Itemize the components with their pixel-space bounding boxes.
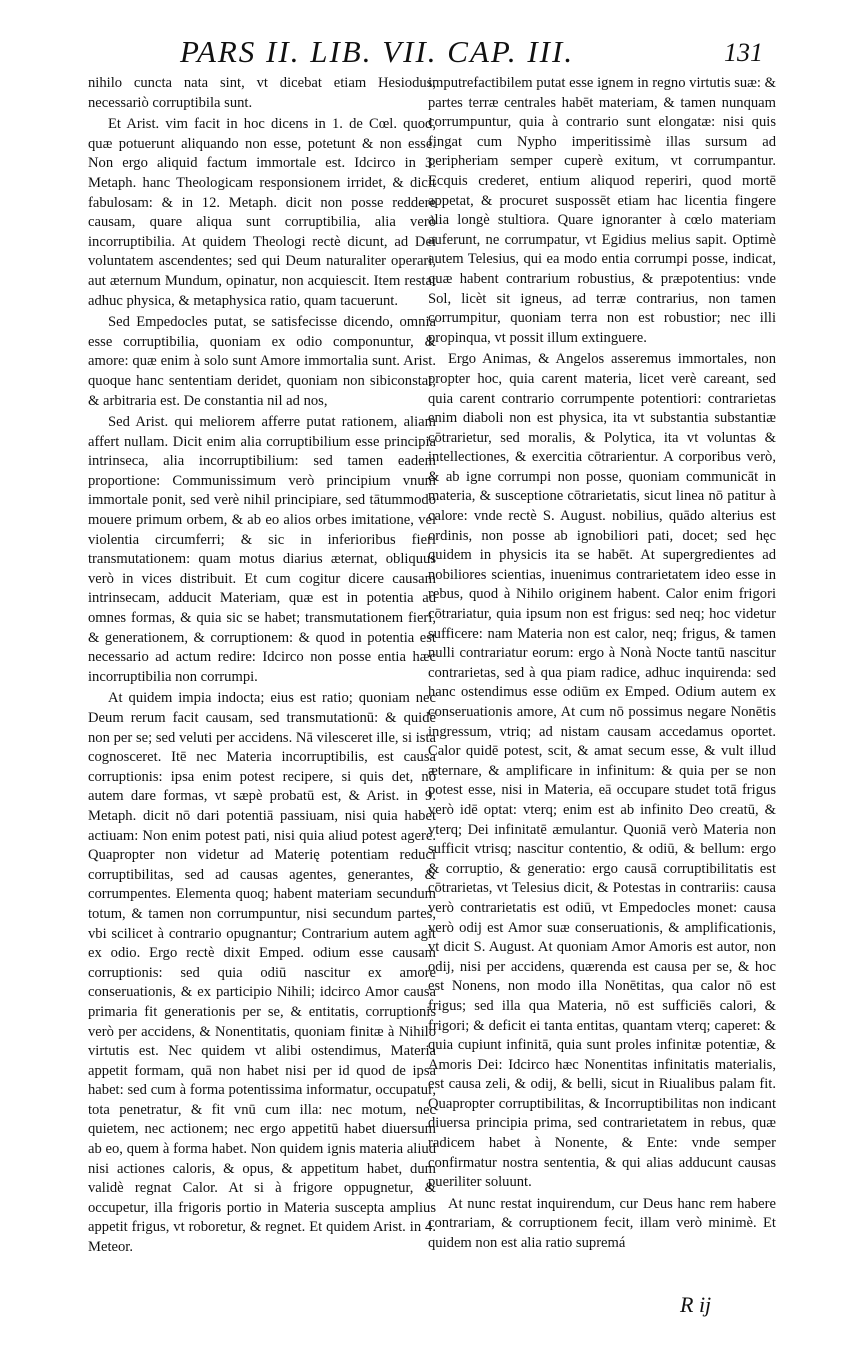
running-title: PARS II. LIB. VII. CAP. III. <box>180 34 575 69</box>
paragraph: imputrefactibilem putat esse ignem in regno virtutis suæ: & partes terræ centrales habēt materiam, & tamen nunquam corrumpuntur, quia à contrario sunt elongatæ: nisi quis fingat cum Nypho imperitissimè illas sursum ad peripheriam semper cuperè exitum, vt corrumpantur. Ecquis crederet, entium aliquod reperiri, quod mortē appetat, & procuret suspossēt etiam hac licentia fingere alia longè stultiora. Quare ignoranter à cœlo materiam auferunt, ne corrumpatur, vt Egidius melius sapit. Optimè autem Telesius, qui ea modo entia corrumpi posse, indicat, quæ habent contrarium robustius, & præpotentius: vnde Sol, licèt sit igneus, ad terræ contrarius, non tamen corrumpitur, quoniam terra non est robustior; nec illi propinqua, vt possit illum extinguere. <box>428 75 776 346</box>
paragraph: Sed Empedocles putat, se satisfecisse dicendo, omnia esse corruptibilia, quoniam ex odio componuntur, & amore: quæ enim à solo sunt Amore immortalia sunt. Arist. quoque hanc sententiam deridet, quoniam non sibiconstat, & arbitraria est. De constantia nil ad nos, <box>88 314 436 409</box>
right-column <box>428 74 776 1254</box>
paragraph: Ergo Animas, & Angelos asseremus immortales, non propter hoc, quia carent materia, licet verè careant, sed quia carent contrario corrumpente potentiori: contrarietas enim diaboli non est physica, ita vt substantia substantiæ cōtrarietur, sed moralis, & Polytica, ita vt voluntas & intellectiones, & exercitia cōtrarientur. A corporibus verò, & ab igne corrumpi non posse, quoniam communicāt in materia, & susceptione cōtrarietatis, sicut linea nō patitur à calore: vnde rectè S. August. nobilius, quādo alterius est ordinis, non posse ab ignobiliori pati, docet; sed hęc quidem in physicis ita se habēt. At supergredientes ad nobiliores scientias, inuenimus contrarietatem ideo esse in rebus, quod à Nihilo originem habent. Calor enim frigori cōtrariatur, quia ipsum non est frigus: sed neq; hoc videtur sufficere: nam Materia non est calor, neq; frigus, & tamen nulli contrariatur eorum: ergo à Nonà Nocte tantū nascitur contrarietas, sed à qua piam radice, adhuc inquirenda: sed hanc ostendimus esse odiūm ex Emped. Odium autem ex conseruationis amore, At cum nō possimus negare Nonētis ingressum, vtriq; ad nistam causam accedamus oportet. Calor quidē potest, scit, & amat secum esse, & vult illud æternare, & amplificare in infinitum: & quia per se non potest esse, nisi in Materia, eā occupare studet totā frigus verò idē optat: vterq; enim est ab infinito Deo creatū, & vterq; Dei infinitatē æmulantur. Quoniā verò Materia non sufficit vtrisq; nascitur contentio, & odiū, & bellum: ergo & corruptio, & generatio: ergo causā corruptibilitatis est cōtrarietas, vt Telesius dicit, & Potestas in contrariis: causa verò contrarietatis est odiū, vt Empedocles monet: causa verò odij est Amor suæ conseruationis, & amplificationis, vt dicit S. August. At quoniam Amor Amoris est autor, non odij, nisi per accidens, quærenda est causa per se, & hoc est Nonens, non modo illa Nonētitas, qua calor nō est frigus; sed illa qua Materia, nō est sufficiēs calori, & frigori; & deficit ei tanta entitas, quantam vterq; caperet: & quia cupiunt infinitā, quia sunt proles infinitæ potentiæ, & Amoris Dei: Idcirco hæc Nonentitas infinitatis materialis, est causa zeli, & odij, & belli, sicut in Riualibus palam fit. Quapropter corruptibilitas, & Incorruptibilitas non indicant diuersa principia prima, sed contrarietatem in rebus, quæ radicem habet à Nonente, & Ente: vnde semper confirmatur nostra sententia, & qui alias adducunt causas pueriliter soluunt. <box>428 351 776 1191</box>
paragraph: At quidem impia indocta; eius est ratio; quoniam nec Deum rerum facit causam, sed transmutationū: & quidē non per se; sed veluti per accidens. Nā vilesceret ille, si ista cognosceret. Itē nec Materia incorruptibilis, est causa corruptionis: ipsa enim potest recipere, si quis det, nō autem dare formas, vt sæpè probatū est, & Arist. in 9. Metaph. dicit nō dari potentiā passiuam, nisi quia habet actiuam: Non enim potest pati, nisi quia aliud potest agere. Quapropter non videtur ad Materię potentiam reduci corruptibilitas, sed ad causas agentes, generantes, & corrumpentes. Elementa quoq; habent materiam secundum totum, & tamen non corrumpuntur, nisi secundum partes, vbi scilicet à contrario opugnantur; Contrarium autem agit ex odio. Ergo rectè dixit Emped. odium esse causam corruptionis: sed quia odiū nascitur ex amore conseruationis, & ex participio Nihili; idcirco Amor causa primaria fit generationis per se, & entitatis, corruptionis verò per accidens, & Nonentitatis, quoniam finitæ à Nihilo virtutis est. Nec quidem vt alibi ostendimus, Materia appetit formam, quā non habet nisi per id quod de ipsa habet: sed cum à forma potentissima informatur, occupatur, tota penetratur, & fit vnū cum illa: nec motum, nec quietem, nec actionem; nec ergo appetitū habet diuersum ab eo, quem à forma habet. Non quidem ignis materia aliud nisi actiones caloris, & opus, & appetitum habet, dum validè regnat Calor. At si à frigore oppugnetur, & occupetur, illa frigoris portio in Materia suscepta amplius appetit frigus, vt roboretur, & regnet. Et quidem Arist. in 4. Meteor. <box>88 690 436 1256</box>
paragraph: nihilo cuncta nata sint, vt dicebat etiam Hesiodus, necessariò corruptibila sunt. <box>88 75 436 111</box>
left-column <box>88 74 436 1258</box>
signature-mark: R ij <box>680 1292 712 1317</box>
paragraph: Sed Arist. qui meliorem afferre putat rationem, aliam affert nullam. Dicit enim alia corruptibilium esse principia intrinseca, alia incorruptibilium: sed tamen eadem proportione: Communissimum verò principium vnum immortale ponit, sed verè nihil principiare, sed tātummodo mouere primum orbem, & ab eo alios orbes imitatione, vel violentia circumferri; & sic in inferioribus fieri transmutationem: quam motus diarius æternat, obliquus verò in vices distribuit. Et cum cogitur dicere causam intrinsecam, adducit Materiam, quæ est in potentia ad omnes formas, & quia sic se habet; transmutationem fieri, & generationem, & corruptionem: & quod in potentia est necessario ad actum redire: Idcirco non posse entia hæc incorruptibilia non corrumpi. <box>88 414 436 685</box>
paragraph: Et Arist. vim facit in hoc dicens in 1. de Cœl. quod, quæ potuerunt aliquando non esse, potetunt & non esse. Non ergo aliquid factum immortale est. Idcirco in 3. Metaph. hanc Theologicam responsionem irridet, & dicit fabulosam: & in 12. Metaph. dicit non posse reddere causam, quare aliqua sunt corruptibilia, alia verò incorruptibilia. At quidem Theologi rectè dicunt, ad Dei voluntatem ascendentes; sed qui Deum naturaliter operari, aut æternum Mundum, opinatur, non acquiescit. Item restat adhuc physica, & metaphysica ratio, quam tacuerunt. <box>88 116 436 309</box>
page-number: 131 <box>724 38 763 67</box>
paragraph: At nunc restat inquirendum, cur Deus hanc rem habere contrariam, & corruptionem fecit, illam verò minimè. Et quidem non est alia ratio supremá <box>428 1195 776 1252</box>
